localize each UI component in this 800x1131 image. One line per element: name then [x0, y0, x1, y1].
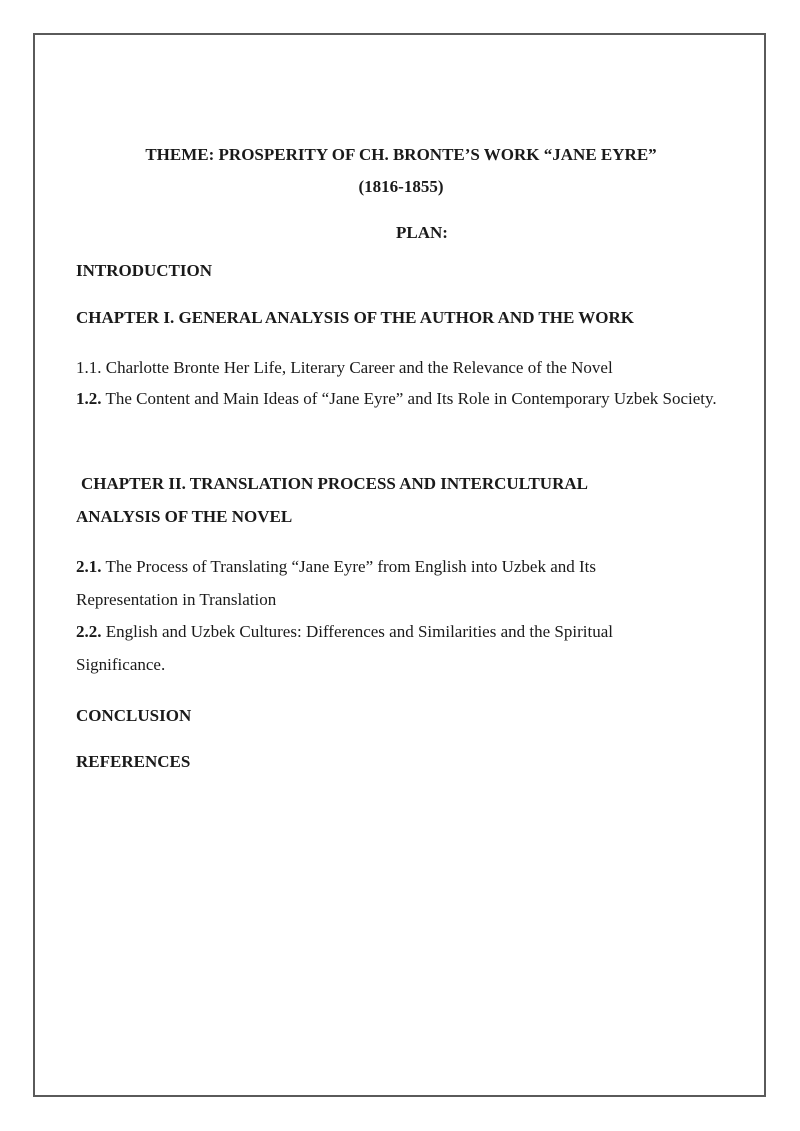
item-1-2-number: 1.2. [76, 389, 102, 408]
item-2-1-number: 2.1. [76, 557, 102, 576]
item-2-2-text: English and Uzbek Cultures: Differences and Similarities and the Spiritual Significance. [76, 622, 613, 674]
item-1-1-text: Charlotte Bronte Her Life, Literary Career and the Relevance of the Novel [105, 358, 613, 377]
item-1-2-text: The Content and Main Ideas of “Jane Eyre” and Its Role in Contemporary Uzbek Society. [105, 389, 717, 408]
theme-title: THEME: PROSPERITY OF CH. BRONTE’S WORK “JANE EYRE” [145, 145, 657, 164]
chapter2-heading-line1: CHAPTER II. TRANSLATION PROCESS AND INTERCULTURAL [81, 474, 588, 493]
item-2-2-number: 2.2. [76, 622, 102, 641]
item-1-1 [76, 358, 613, 378]
plan-label: PLAN: [396, 223, 448, 242]
chapter2-heading-line2: ANALYSIS OF THE NOVEL [76, 507, 293, 526]
item-2-1 [76, 551, 676, 616]
item-2-1-text: The Process of Translating “Jane Eyre” from English into Uzbek and Its Representation in Translation [76, 557, 596, 609]
chapter1-heading: CHAPTER I. GENERAL ANALYSIS OF THE AUTHOR AND THE WORK [76, 308, 634, 327]
item-2-2 [76, 616, 696, 681]
conclusion-heading: CONCLUSION [76, 706, 192, 725]
item-1-1-number: 1.1. [76, 358, 102, 377]
references-heading: REFERENCES [76, 752, 191, 771]
theme-years: (1816-1855) [358, 177, 444, 196]
introduction-heading: INTRODUCTION [76, 261, 213, 280]
item-1-2 [76, 383, 726, 416]
